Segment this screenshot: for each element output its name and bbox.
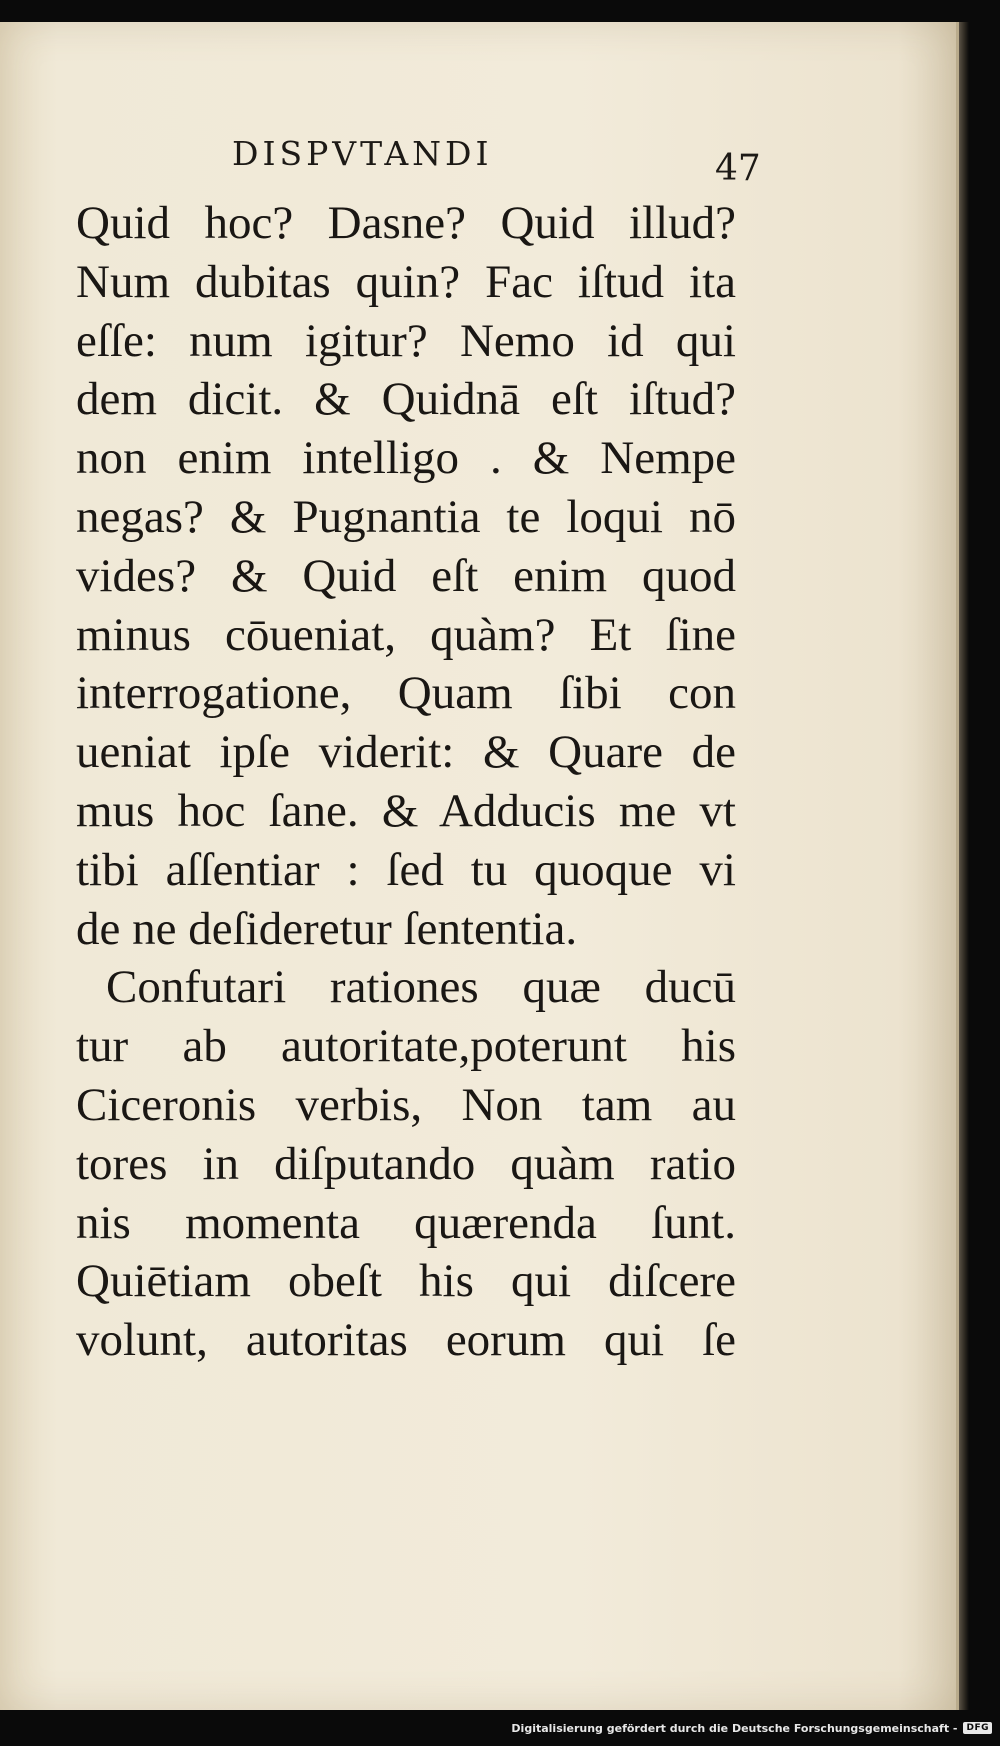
text-line: volunt, autoritas eorum qui ſe (76, 1314, 736, 1367)
text-line: de ne deſideretur ſententia. (76, 902, 578, 955)
text-line: non enim intelligo . & Nempe (76, 432, 736, 485)
text-line: eſſe: num igitur? Nemo id qui (76, 314, 736, 367)
text-line: vides? & Quid eſt enim quod (76, 549, 736, 602)
running-head: DISPVTANDI (232, 134, 493, 173)
text-line: ueniat ipſe viderit: & Quare de (76, 726, 736, 779)
text-line: Ciceronis verbis, Non tam au (76, 1078, 736, 1131)
text-line: nis momenta quærenda ſunt. (76, 1196, 736, 1249)
text-line: tores in diſputando quàm ratio (76, 1137, 736, 1190)
body-text (76, 194, 736, 1370)
book-page (0, 22, 959, 1710)
text-line: Num dubitas quin? Fac iſtud ita (76, 255, 736, 308)
text-line: Confutari rationes quæ ducū (106, 961, 736, 1014)
page-number: 47 (715, 148, 761, 189)
text-line: negas? & Pugnantia te loqui nō (76, 490, 736, 543)
text-line: Quid hoc? Dasne? Quid illud? (76, 197, 736, 249)
dfg-logo: DFG (963, 1722, 992, 1734)
text-line: dem dicit. & Quidnā eſt iſtud? (76, 373, 736, 426)
text-line: interrogatione, Quam ſibi con (76, 667, 736, 720)
digitization-credit (511, 1718, 992, 1738)
text-line: tibi aſſentiar : ſed tu quoque vi (76, 843, 736, 896)
page-edge (959, 22, 969, 1710)
credit-text: Digitalisierung gefördert durch die Deutsche Forschungsgemeinschaft - (511, 1721, 958, 1735)
text-line: minus cōueniat, quàm? Et ſine (76, 608, 736, 661)
text-line: Quiētiam obeſt his qui diſcere (76, 1255, 736, 1308)
text-line: mus hoc ſane. & Adducis me vt (76, 784, 736, 837)
text-line: tur ab autoritate,poterunt his (76, 1020, 736, 1073)
